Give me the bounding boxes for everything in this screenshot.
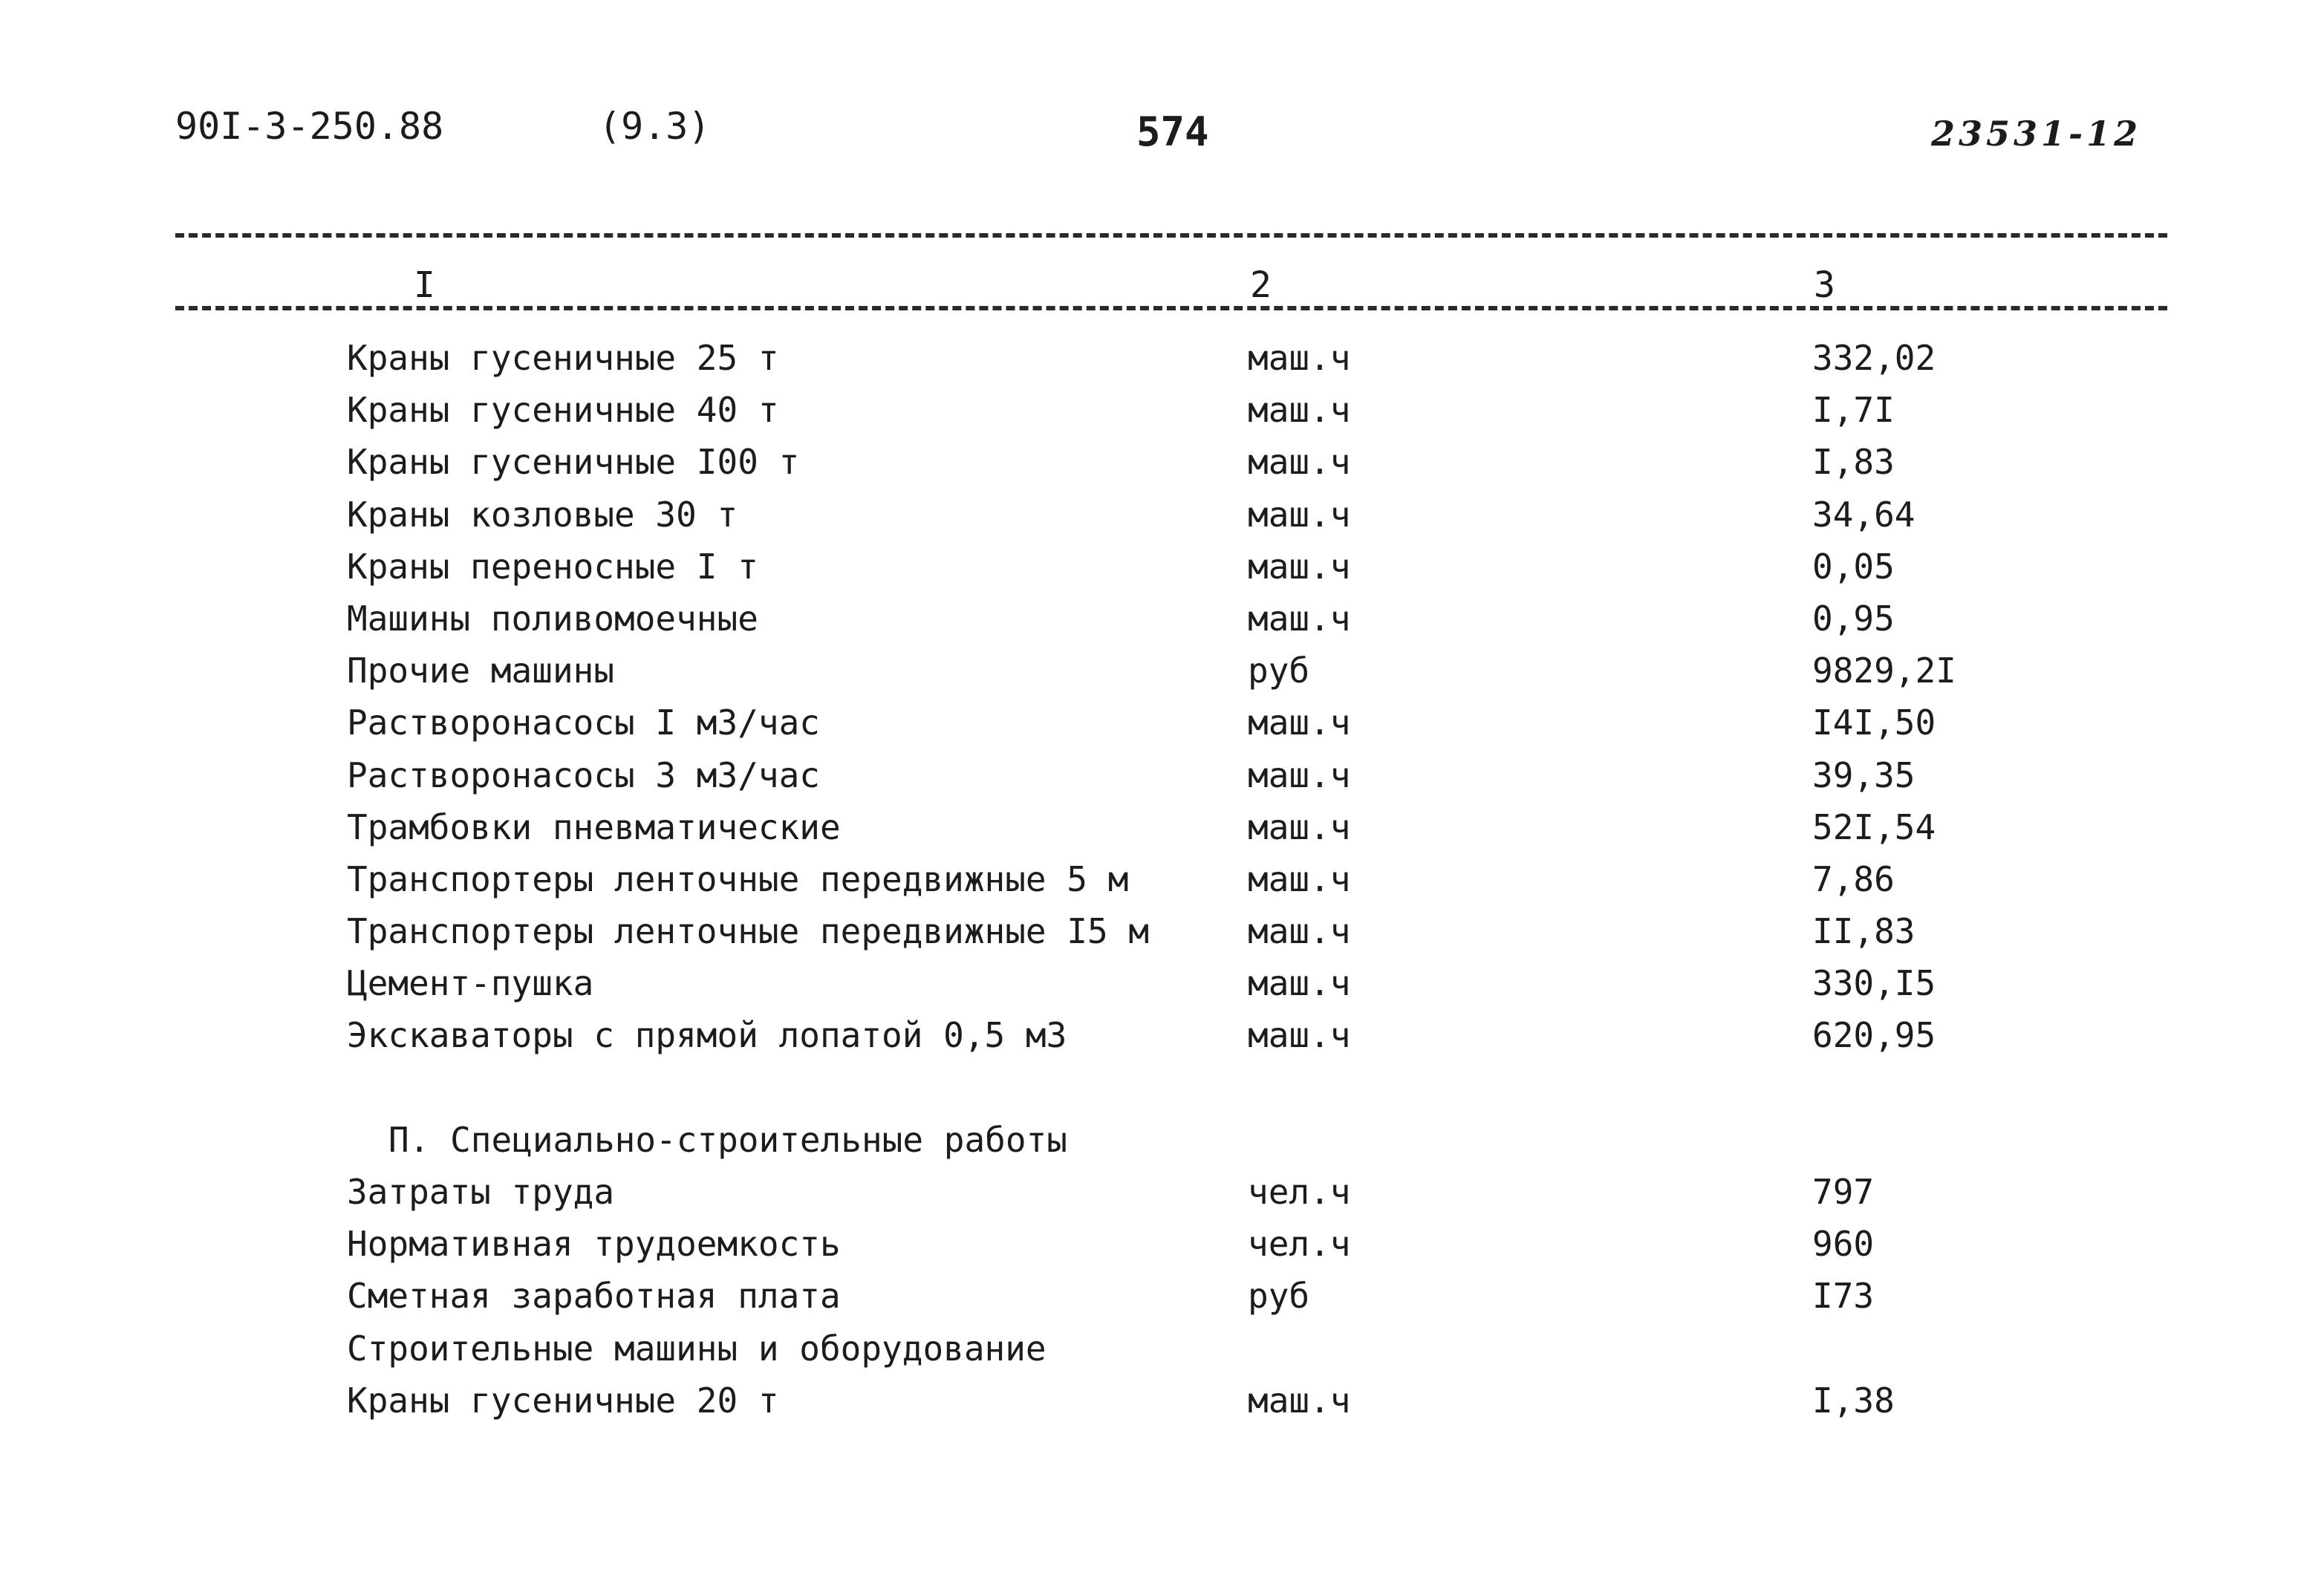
table-row — [0, 853, 2324, 905]
row-unit: руб — [1248, 651, 1310, 691]
row-name: Краны козловые 30 т — [347, 494, 738, 535]
row-name: Машины поливомоечные — [347, 598, 758, 639]
section-code: (9.3) — [599, 105, 711, 148]
document-code: 90I-3-250.88 — [175, 105, 444, 148]
row-value: 9829,2I — [1812, 651, 1956, 691]
column-number-3: 3 — [1811, 264, 1838, 306]
row-value: I4I,50 — [1812, 702, 1936, 743]
row-name: Краны гусеничные 40 т — [347, 390, 779, 431]
row-name: Краны переносные I т — [347, 546, 758, 587]
table-header-rule — [175, 306, 2167, 310]
table-row — [0, 489, 2324, 541]
row-name: Нормативная трудоемкость — [347, 1224, 841, 1265]
row-name: Затраты труда — [347, 1172, 615, 1212]
row-value: I,7I — [1812, 390, 1895, 431]
row-value: 620,95 — [1812, 1015, 1936, 1056]
row-value: 0,05 — [1812, 546, 1895, 587]
row-name: Краны гусеничные 20 т — [347, 1380, 779, 1421]
row-value: 0,95 — [1812, 598, 1895, 639]
row-value: 797 — [1812, 1172, 1875, 1212]
row-name: Сметная заработная плата — [347, 1276, 841, 1317]
table-top-rule — [175, 233, 2167, 238]
row-value: 332,02 — [1812, 338, 1936, 378]
row-unit: маш.ч — [1248, 1015, 1351, 1056]
row-name: Строительные машины и оборудование — [347, 1328, 1047, 1369]
row-unit: маш.ч — [1248, 598, 1351, 639]
row-value: 330,I5 — [1812, 963, 1936, 1004]
row-value: I73 — [1812, 1276, 1875, 1317]
table-row — [0, 749, 2324, 801]
row-name: Краны гусеничные 25 т — [347, 338, 779, 378]
row-unit: маш.ч — [1248, 390, 1351, 431]
table-row — [0, 1009, 2324, 1061]
row-unit: маш.ч — [1248, 963, 1351, 1004]
row-value: 34,64 — [1812, 494, 1915, 535]
table-spacer-row — [0, 1062, 2324, 1114]
row-unit: маш.ч — [1248, 806, 1351, 847]
row-name: Транспортеры ленточные передвижные I5 м — [347, 911, 1150, 952]
table-row — [0, 1270, 2324, 1322]
row-unit: маш.ч — [1248, 754, 1351, 795]
table-row — [0, 697, 2324, 749]
table-row — [0, 801, 2324, 853]
table-body — [0, 332, 2324, 1427]
column-number-1: I — [411, 264, 438, 306]
row-name: Прочие машины — [347, 651, 615, 691]
row-name: Растворонасосы 3 м3/час — [347, 754, 820, 795]
page-number: 574 — [1136, 108, 1209, 155]
row-unit: маш.ч — [1248, 494, 1351, 535]
archive-number: 23531-12 — [1931, 114, 2142, 154]
row-value: 52I,54 — [1812, 806, 1936, 847]
table-row — [0, 541, 2324, 593]
table-row — [0, 1323, 2324, 1375]
row-value: I,83 — [1812, 442, 1895, 483]
table-row — [0, 1375, 2324, 1427]
table-row — [0, 384, 2324, 436]
row-unit: чел.ч — [1248, 1224, 1351, 1265]
row-value: I,38 — [1812, 1380, 1895, 1421]
row-unit: маш.ч — [1248, 442, 1351, 483]
row-unit: маш.ч — [1248, 1380, 1351, 1421]
section-heading: П. Специально-строительные работы — [388, 1119, 1067, 1160]
row-name: Транспортеры ленточные передвижные 5 м — [347, 858, 1129, 899]
row-name: Цемент-пушка — [347, 963, 594, 1004]
table-row — [0, 593, 2324, 645]
table-row — [0, 1166, 2324, 1218]
row-unit: руб — [1248, 1276, 1310, 1317]
row-name: Краны гусеничные I00 т — [347, 442, 800, 483]
row-unit: маш.ч — [1248, 338, 1351, 378]
table-row — [0, 905, 2324, 957]
row-value: 960 — [1812, 1224, 1875, 1265]
table-row — [0, 332, 2324, 384]
row-value: 7,86 — [1812, 858, 1895, 899]
row-value: 39,35 — [1812, 754, 1915, 795]
row-name: Растворонасосы I м3/час — [347, 702, 820, 743]
column-number-2: 2 — [1247, 264, 1275, 306]
table-row — [0, 436, 2324, 488]
row-unit: чел.ч — [1248, 1172, 1351, 1212]
row-unit: маш.ч — [1248, 546, 1351, 587]
table-row — [0, 1218, 2324, 1270]
row-unit: маш.ч — [1248, 911, 1351, 952]
section-heading-row — [0, 1114, 2324, 1166]
row-unit: маш.ч — [1248, 702, 1351, 743]
row-unit: маш.ч — [1248, 858, 1351, 899]
table-row — [0, 957, 2324, 1009]
row-name: Трамбовки пневматические — [347, 806, 841, 847]
row-name: Экскаваторы с прямой лопатой 0,5 м3 — [347, 1015, 1067, 1056]
row-value: II,83 — [1812, 911, 1915, 952]
table-row — [0, 645, 2324, 697]
